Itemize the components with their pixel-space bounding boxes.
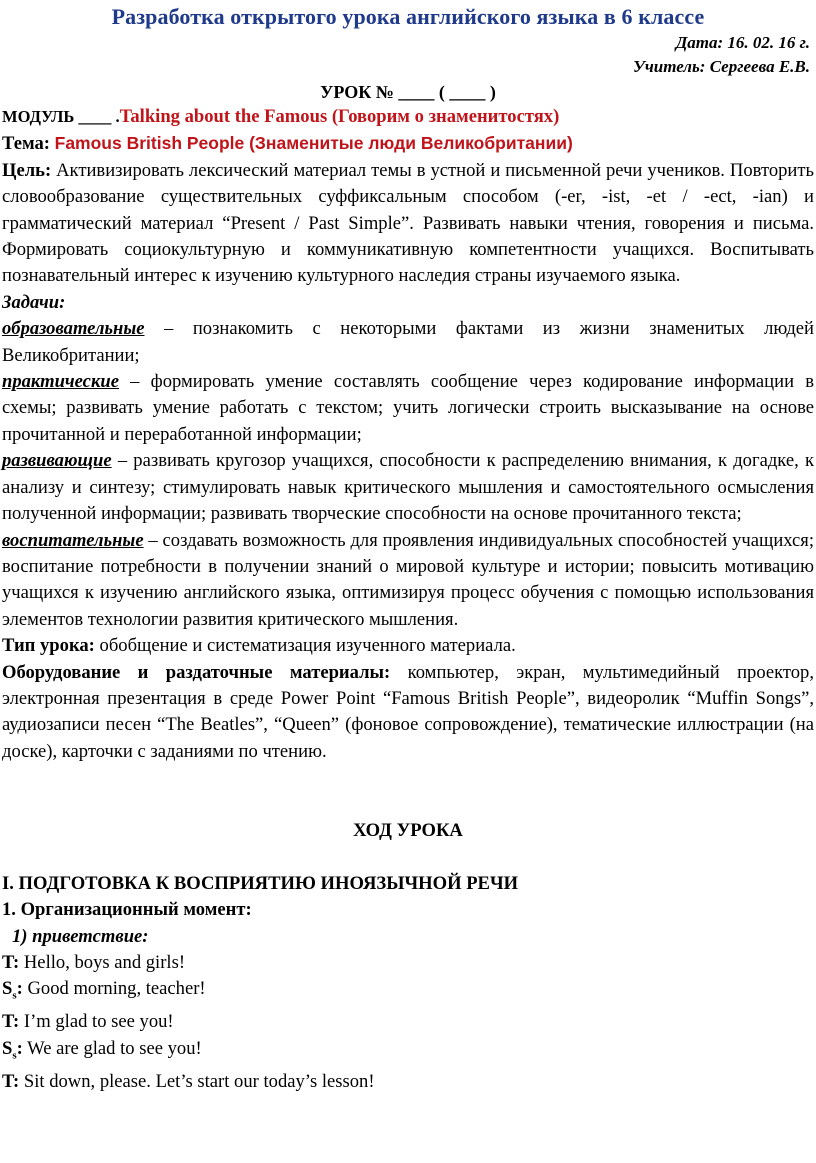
task-key-practical: практические [2, 371, 119, 393]
topic-label: Тема: [2, 133, 55, 155]
document-title: Разработка открытого урока английского языка в 6 классе [111, 4, 705, 29]
section-heading: I. ПОДГОТОВКА К ВОСПРИЯТИЮ ИНОЯЗЫЧНОЙ РЕЧИ [2, 872, 519, 894]
equipment-text: компьютер, экран, мультимедийный проектор, электронная презентация в среде Power Point “Famous British People”, видеоролик “Muffin Songs”, аудиозаписи песен “The Beatles”, “Queen” (фоновое сопровождение), тематические иллюстрации (на доске), карточки с заданиями по чтению. [2, 661, 815, 762]
tasks-title: Задачи: [2, 291, 66, 313]
speaker: T [2, 1071, 14, 1093]
task-key-educational: образовательные [2, 318, 145, 340]
spacer [2, 844, 814, 870]
lesson-date: Дата: 16. 02. 16 г. [675, 33, 810, 52]
task-text-educational: – познакомить с некоторыми фактами из жизни знаменитых людей Великобритании; [2, 318, 814, 366]
lesson-type-text: обобщение и систематизация изученного материала. [94, 635, 516, 657]
module-label: МОДУЛЬ ____ . [2, 107, 120, 126]
module-value: Talking about the Famous (Говорим о знаменитостях) [119, 106, 560, 127]
spacer [2, 765, 814, 791]
speaker: T [2, 1011, 14, 1033]
task-key-upbringing: воспитательные [2, 529, 144, 551]
module-line [2, 104, 814, 130]
subsection-heading: 1. Организационный момент: [2, 899, 252, 921]
speaker: S [2, 1037, 13, 1059]
dialogue-line: T: Hello, boys and girls! [2, 951, 186, 973]
task-practical [2, 369, 814, 448]
task-upbringing [2, 528, 814, 634]
dialogue-line: $S_s$: We are glad to see you! [2, 1037, 202, 1062]
lesson-type-label: Тип урока: [2, 635, 95, 657]
dialogue-line: $S_s$: Good morning, teacher! [2, 978, 206, 1003]
task-developing [2, 448, 814, 527]
lesson-flow-heading: ХОД УРОКА [353, 819, 463, 841]
dialogue-text: We are glad to see you! [22, 1037, 202, 1059]
task-educational [2, 316, 814, 369]
dialogue-text: Hello, boys and girls! [19, 951, 186, 973]
speaker-subscript: s [12, 990, 17, 1003]
lesson-type-line [2, 633, 814, 659]
task-key-developing: развивающие [2, 450, 112, 472]
speaker: S [2, 978, 13, 1000]
goal-text: Активизировать лексический материал темы в устной и письменной речи учеников. Повторить словообразование существительных суффиксальным способом (-er, -ist, -et / -ect, -ian) и грамматический материал “Present / Past Simple”. Развивать навыки чтения, говорения и письма. Формировать социокультурную и коммуникативную компетентности учащихся. Воспитывать познавательный интерес к изучению культурного наследия страны изучаемого языка. [2, 159, 814, 287]
equipment-label: Оборудование и раздаточные материалы: [2, 661, 391, 683]
lesson-number: УРОК № ____ ( ____ ) [320, 82, 496, 102]
dialogue [2, 950, 814, 1095]
dialogue-text: Sit down, please. Let’s start our today’s lesson! [19, 1071, 375, 1093]
document-body [2, 104, 814, 1095]
dialogue-text: I’m glad to see you! [19, 1011, 174, 1033]
equipment-paragraph [2, 660, 814, 766]
topic-line [2, 130, 814, 157]
task-text-developing: – развивать кругозор учащихся, способности к распределению внимания, к догадке, к анализу и синтезу; стимулировать навык критического мышления и самостоятельного осмысления полученной информации; развивать творческие способности на основе прочитанного текста; [2, 450, 814, 525]
task-text-practical: – формировать умение составлять сообщение через кодирование информации в схемы; развивать умение работать с текстом; учить логически строить высказывание на основе прочитанной и переработанной информации; [2, 371, 814, 445]
speaker: T [2, 951, 14, 973]
goal-label: Цель: [2, 159, 52, 181]
dialogue-line: T: I’m glad to see you! [2, 1011, 174, 1033]
teacher-name: Учитель: Сергеева Е.В. [632, 57, 810, 76]
dialogue-text: Good morning, teacher! [22, 978, 206, 1000]
greeting-heading: 1) приветствие: [12, 925, 149, 947]
dialogue-line: T: Sit down, please. Let’s start our today’s lesson! [2, 1071, 375, 1093]
task-text-upbringing: – создавать возможность для проявления индивидуальных способностей учащихся; воспитание потребности в получении знаний о мировой культуре и истории; повысить мотивацию учащихся к изучению английского языка, оптимизируя процесс обучения с помощью использования элементов технологии развития критического мышления. [2, 529, 814, 630]
spacer [2, 792, 814, 818]
goal-paragraph [2, 158, 814, 290]
topic-value: Famous British People (Знаменитые люди Великобритании) [54, 133, 573, 154]
speaker-subscript: s [12, 1049, 17, 1062]
